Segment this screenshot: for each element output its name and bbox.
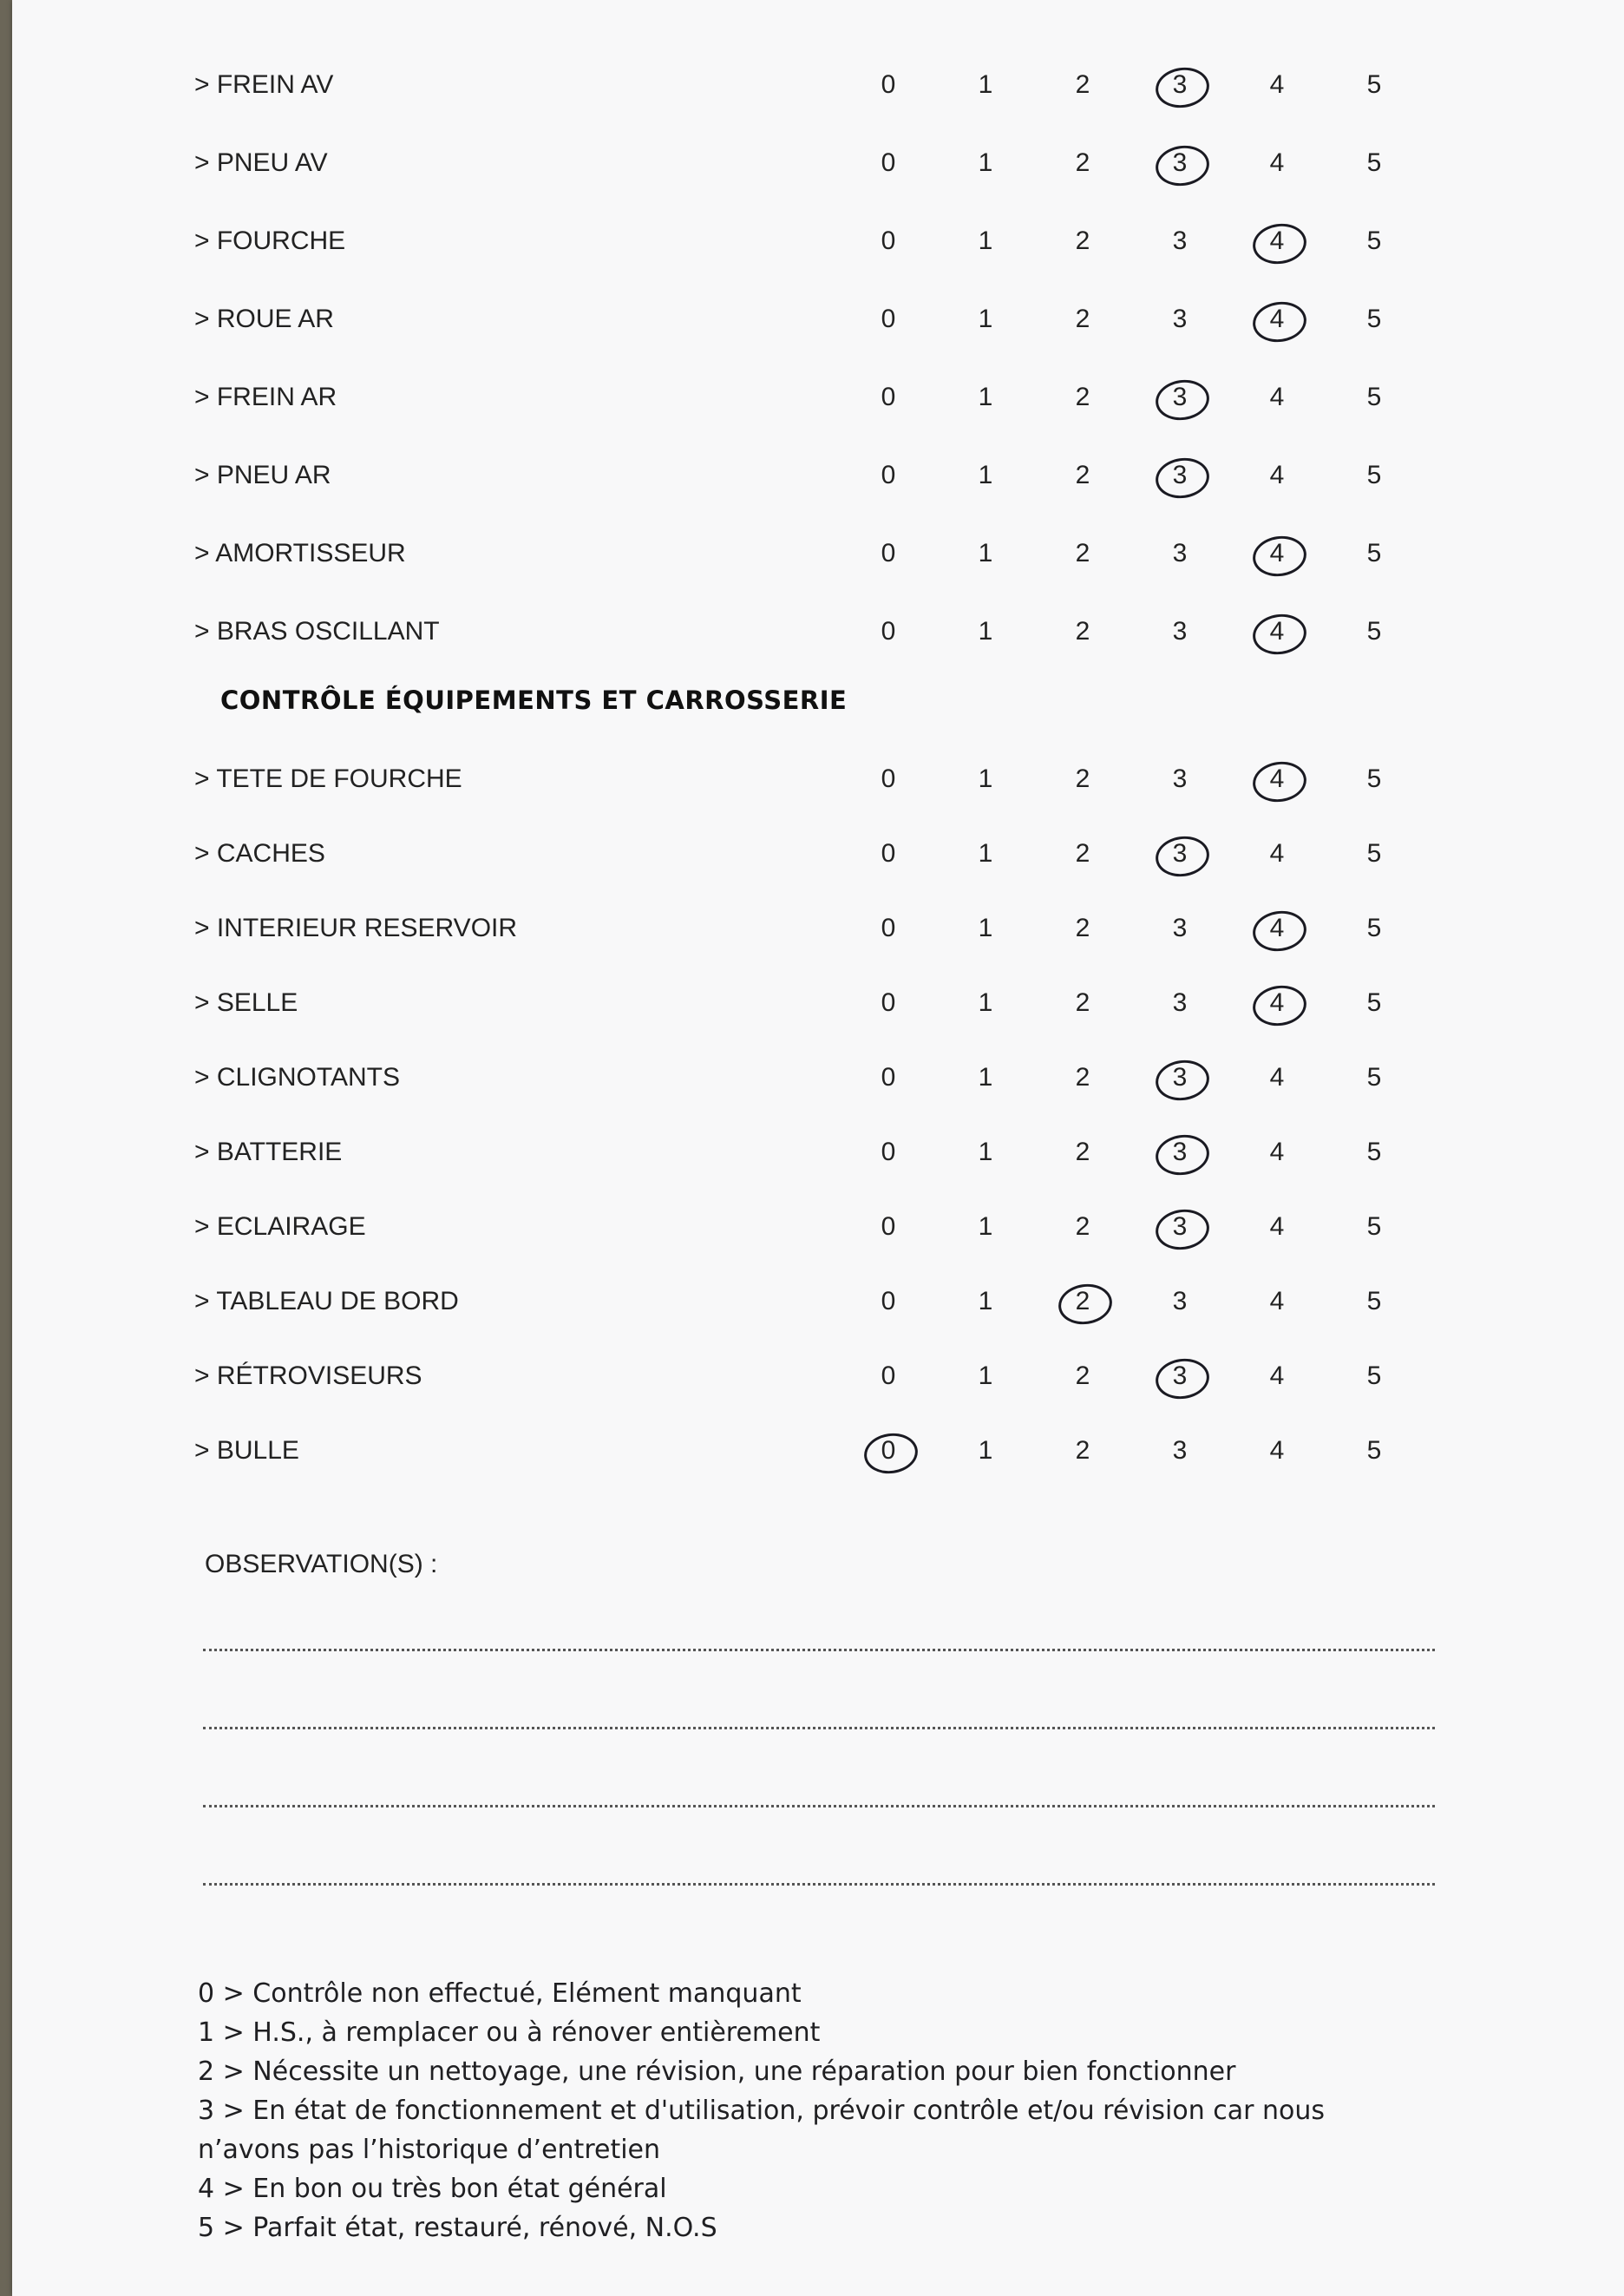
score-option[interactable]: 3: [1172, 764, 1188, 793]
rating-row-label: > SELLE: [194, 988, 298, 1017]
rating-row-label: > ECLAIRAGE: [194, 1212, 366, 1241]
score-option[interactable]: 0: [881, 148, 896, 177]
score-option-circled[interactable]: 4: [1249, 528, 1305, 580]
score-option[interactable]: 5: [1366, 764, 1382, 793]
legend-line: 2 > Nécessite un nettoyage, une révision, une réparation pour bien fonctionner: [198, 2057, 1236, 2087]
score-option[interactable]: 0: [881, 1138, 896, 1166]
rating-row-label: > CLIGNOTANTS: [194, 1063, 400, 1092]
score-option[interactable]: 2: [1075, 148, 1090, 177]
score-option[interactable]: 4: [1269, 70, 1285, 99]
rating-row: [194, 902, 1444, 954]
rating-row-label: > INTERIEUR RESERVOIR: [194, 914, 518, 942]
legend-line: 4 > En bon ou très bon état général: [198, 2174, 667, 2204]
score-option-circled[interactable]: 3: [1152, 449, 1208, 502]
rating-row-label: > TABLEAU DE BORD: [194, 1287, 459, 1315]
score-option[interactable]: 0: [881, 383, 896, 411]
rating-row: [194, 753, 1444, 805]
legend-line: 3 > En état de fonctionnement et d'utilisation, prévoir contrôle et/ou révision car nous: [198, 2096, 1326, 2126]
rating-row-label: > FREIN AV: [194, 70, 334, 99]
score-option[interactable]: 5: [1366, 1138, 1382, 1166]
score-option[interactable]: 0: [881, 914, 896, 942]
rating-row: [194, 828, 1444, 880]
rating-row: [194, 1350, 1444, 1402]
score-option-circled[interactable]: 3: [1152, 137, 1208, 189]
score-option[interactable]: 1: [978, 764, 993, 793]
rating-row-label: > ROUE AR: [194, 305, 334, 333]
score-option[interactable]: 1: [978, 988, 993, 1017]
score-option[interactable]: 1: [978, 1063, 993, 1092]
rating-row-label: > PNEU AV: [194, 148, 328, 177]
score-option[interactable]: 2: [1075, 539, 1090, 567]
score-option[interactable]: 2: [1075, 70, 1090, 99]
score-option[interactable]: 2: [1075, 305, 1090, 333]
score-option[interactable]: 0: [881, 226, 896, 255]
rating-row: [194, 1425, 1444, 1477]
score-option[interactable]: 5: [1366, 1436, 1382, 1465]
score-option[interactable]: 1: [978, 617, 993, 646]
score-option[interactable]: 3: [1172, 226, 1188, 255]
rating-row-label: > BATTERIE: [194, 1138, 343, 1166]
score-option[interactable]: 2: [1075, 383, 1090, 411]
score-option[interactable]: 2: [1075, 1138, 1090, 1166]
rating-row-label: > CACHES: [194, 839, 325, 868]
score-option[interactable]: 3: [1172, 539, 1188, 567]
score-option[interactable]: 2: [1075, 1063, 1090, 1092]
rating-row-label: > RÉTROVISEURS: [194, 1361, 422, 1390]
score-option[interactable]: 5: [1366, 539, 1382, 567]
score-option[interactable]: 1: [978, 839, 993, 868]
score-option[interactable]: 1: [978, 1436, 993, 1465]
score-option[interactable]: 1: [978, 70, 993, 99]
score-option[interactable]: 5: [1366, 148, 1382, 177]
score-option[interactable]: 5: [1366, 461, 1382, 489]
score-option[interactable]: 0: [881, 988, 896, 1017]
score-option[interactable]: 4: [1269, 839, 1285, 868]
score-option-circled[interactable]: 4: [1249, 293, 1305, 345]
score-option[interactable]: 5: [1366, 988, 1382, 1017]
score-option[interactable]: 2: [1075, 764, 1090, 793]
rating-row: [194, 1276, 1444, 1328]
score-option[interactable]: 5: [1366, 226, 1382, 255]
score-option[interactable]: 1: [978, 1361, 993, 1390]
score-option[interactable]: 1: [978, 148, 993, 177]
score-option[interactable]: 5: [1366, 1063, 1382, 1092]
score-option[interactable]: 4: [1269, 1138, 1285, 1166]
score-option[interactable]: 2: [1075, 1212, 1090, 1241]
score-option[interactable]: 0: [881, 764, 896, 793]
score-option[interactable]: 0: [881, 1063, 896, 1092]
score-option[interactable]: 0: [881, 461, 896, 489]
score-option[interactable]: 2: [1075, 461, 1090, 489]
rating-row: [194, 528, 1444, 580]
score-option-circled[interactable]: 3: [1152, 1350, 1208, 1402]
score-option-circled[interactable]: 3: [1152, 828, 1208, 880]
score-option[interactable]: 5: [1366, 1212, 1382, 1241]
section-title: CONTRÔLE ÉQUIPEMENTS ET CARROSSERIE: [220, 686, 848, 715]
score-option[interactable]: 1: [978, 226, 993, 255]
score-option[interactable]: 1: [978, 914, 993, 942]
rating-row: [194, 137, 1444, 189]
score-option[interactable]: 5: [1366, 305, 1382, 333]
score-option-circled[interactable]: 4: [1249, 753, 1305, 805]
score-option[interactable]: 0: [881, 539, 896, 567]
rating-row-label: > TETE DE FOURCHE: [194, 764, 462, 793]
rating-row: [194, 1201, 1444, 1253]
score-option-circled[interactable]: 3: [1152, 1052, 1208, 1104]
rating-row-label: > AMORTISSEUR: [194, 539, 406, 567]
score-option[interactable]: 5: [1366, 1287, 1382, 1315]
rating-row-label: > BULLE: [194, 1436, 299, 1465]
score-option[interactable]: 2: [1075, 1361, 1090, 1390]
score-option[interactable]: 1: [978, 461, 993, 489]
score-option[interactable]: 4: [1269, 1063, 1285, 1092]
rating-row-label: > BRAS OSCILLANT: [194, 617, 440, 646]
score-option[interactable]: 4: [1269, 1212, 1285, 1241]
score-option-circled[interactable]: 3: [1152, 1126, 1208, 1178]
score-option[interactable]: 4: [1269, 461, 1285, 489]
score-option-circled[interactable]: 4: [1249, 977, 1305, 1029]
score-option-circled[interactable]: 2: [1055, 1276, 1110, 1328]
score-option[interactable]: 1: [978, 1212, 993, 1241]
score-option[interactable]: 4: [1269, 148, 1285, 177]
score-option[interactable]: 0: [881, 1212, 896, 1241]
score-option[interactable]: 2: [1075, 1436, 1090, 1465]
score-option[interactable]: 5: [1366, 383, 1382, 411]
rating-row-label: > PNEU AR: [194, 461, 331, 489]
legend-line: n’avons pas l’historique d’entretien: [198, 2135, 661, 2165]
score-option[interactable]: 1: [978, 539, 993, 567]
observation-line: [203, 1883, 1435, 1886]
rating-row: [194, 1126, 1444, 1178]
rating-row-label: > FREIN AR: [194, 383, 337, 411]
score-option[interactable]: 5: [1366, 839, 1382, 868]
rating-row: [194, 977, 1444, 1029]
score-option[interactable]: 4: [1269, 1287, 1285, 1315]
score-option[interactable]: 0: [881, 70, 896, 99]
score-option[interactable]: 2: [1075, 914, 1090, 942]
rating-row: [194, 371, 1444, 423]
score-option[interactable]: 5: [1366, 1361, 1382, 1390]
observation-line: [203, 1727, 1435, 1729]
legend-line: 1 > H.S., à remplacer ou à rénover entièrement: [198, 2017, 821, 2048]
rating-row: [194, 293, 1444, 345]
score-option[interactable]: 2: [1075, 617, 1090, 646]
score-option-circled[interactable]: 3: [1152, 1201, 1208, 1253]
rating-row-label: > FOURCHE: [194, 226, 346, 255]
score-option[interactable]: 0: [881, 617, 896, 646]
score-option-circled[interactable]: 3: [1152, 371, 1208, 423]
rating-row: [194, 1052, 1444, 1104]
score-option[interactable]: 3: [1172, 305, 1188, 333]
score-option[interactable]: 0: [881, 1361, 896, 1390]
score-option[interactable]: 5: [1366, 914, 1382, 942]
score-option[interactable]: 4: [1269, 383, 1285, 411]
observation-line: [203, 1805, 1435, 1807]
score-option[interactable]: 2: [1075, 988, 1090, 1017]
score-option[interactable]: 1: [978, 1138, 993, 1166]
score-option[interactable]: 5: [1366, 617, 1382, 646]
observations-label: OBSERVATION(S) :: [205, 1550, 438, 1578]
rating-row: [194, 59, 1444, 111]
score-option[interactable]: 0: [881, 1287, 896, 1315]
score-option[interactable]: 3: [1172, 988, 1188, 1017]
legend-line: 0 > Contrôle non effectué, Elément manquant: [198, 1978, 802, 2009]
score-option[interactable]: 1: [978, 1287, 993, 1315]
inspection-sheet: [12, 0, 1624, 2296]
score-option[interactable]: 4: [1269, 1361, 1285, 1390]
score-option[interactable]: 3: [1172, 617, 1188, 646]
rating-row: [194, 215, 1444, 267]
score-option[interactable]: 3: [1172, 914, 1188, 942]
observation-line: [203, 1649, 1435, 1651]
score-option[interactable]: 3: [1172, 1436, 1188, 1465]
score-option[interactable]: 0: [881, 839, 896, 868]
score-option-circled[interactable]: 4: [1249, 606, 1305, 658]
score-option[interactable]: 1: [978, 383, 993, 411]
score-option[interactable]: 5: [1366, 70, 1382, 99]
score-option[interactable]: 1: [978, 305, 993, 333]
score-option-circled[interactable]: 4: [1249, 215, 1305, 267]
score-option[interactable]: 0: [881, 305, 896, 333]
score-option[interactable]: 2: [1075, 226, 1090, 255]
score-option-circled[interactable]: 4: [1249, 902, 1305, 954]
score-option-circled[interactable]: 0: [861, 1425, 916, 1477]
legend-line: 5 > Parfait état, restauré, rénové, N.O.S: [198, 2213, 717, 2243]
score-option-circled[interactable]: 3: [1152, 59, 1208, 111]
score-option[interactable]: 4: [1269, 1436, 1285, 1465]
rating-row: [194, 606, 1444, 658]
score-option[interactable]: 2: [1075, 839, 1090, 868]
legend: [198, 1974, 1430, 2247]
score-option[interactable]: 3: [1172, 1287, 1188, 1315]
rating-row: [194, 449, 1444, 502]
